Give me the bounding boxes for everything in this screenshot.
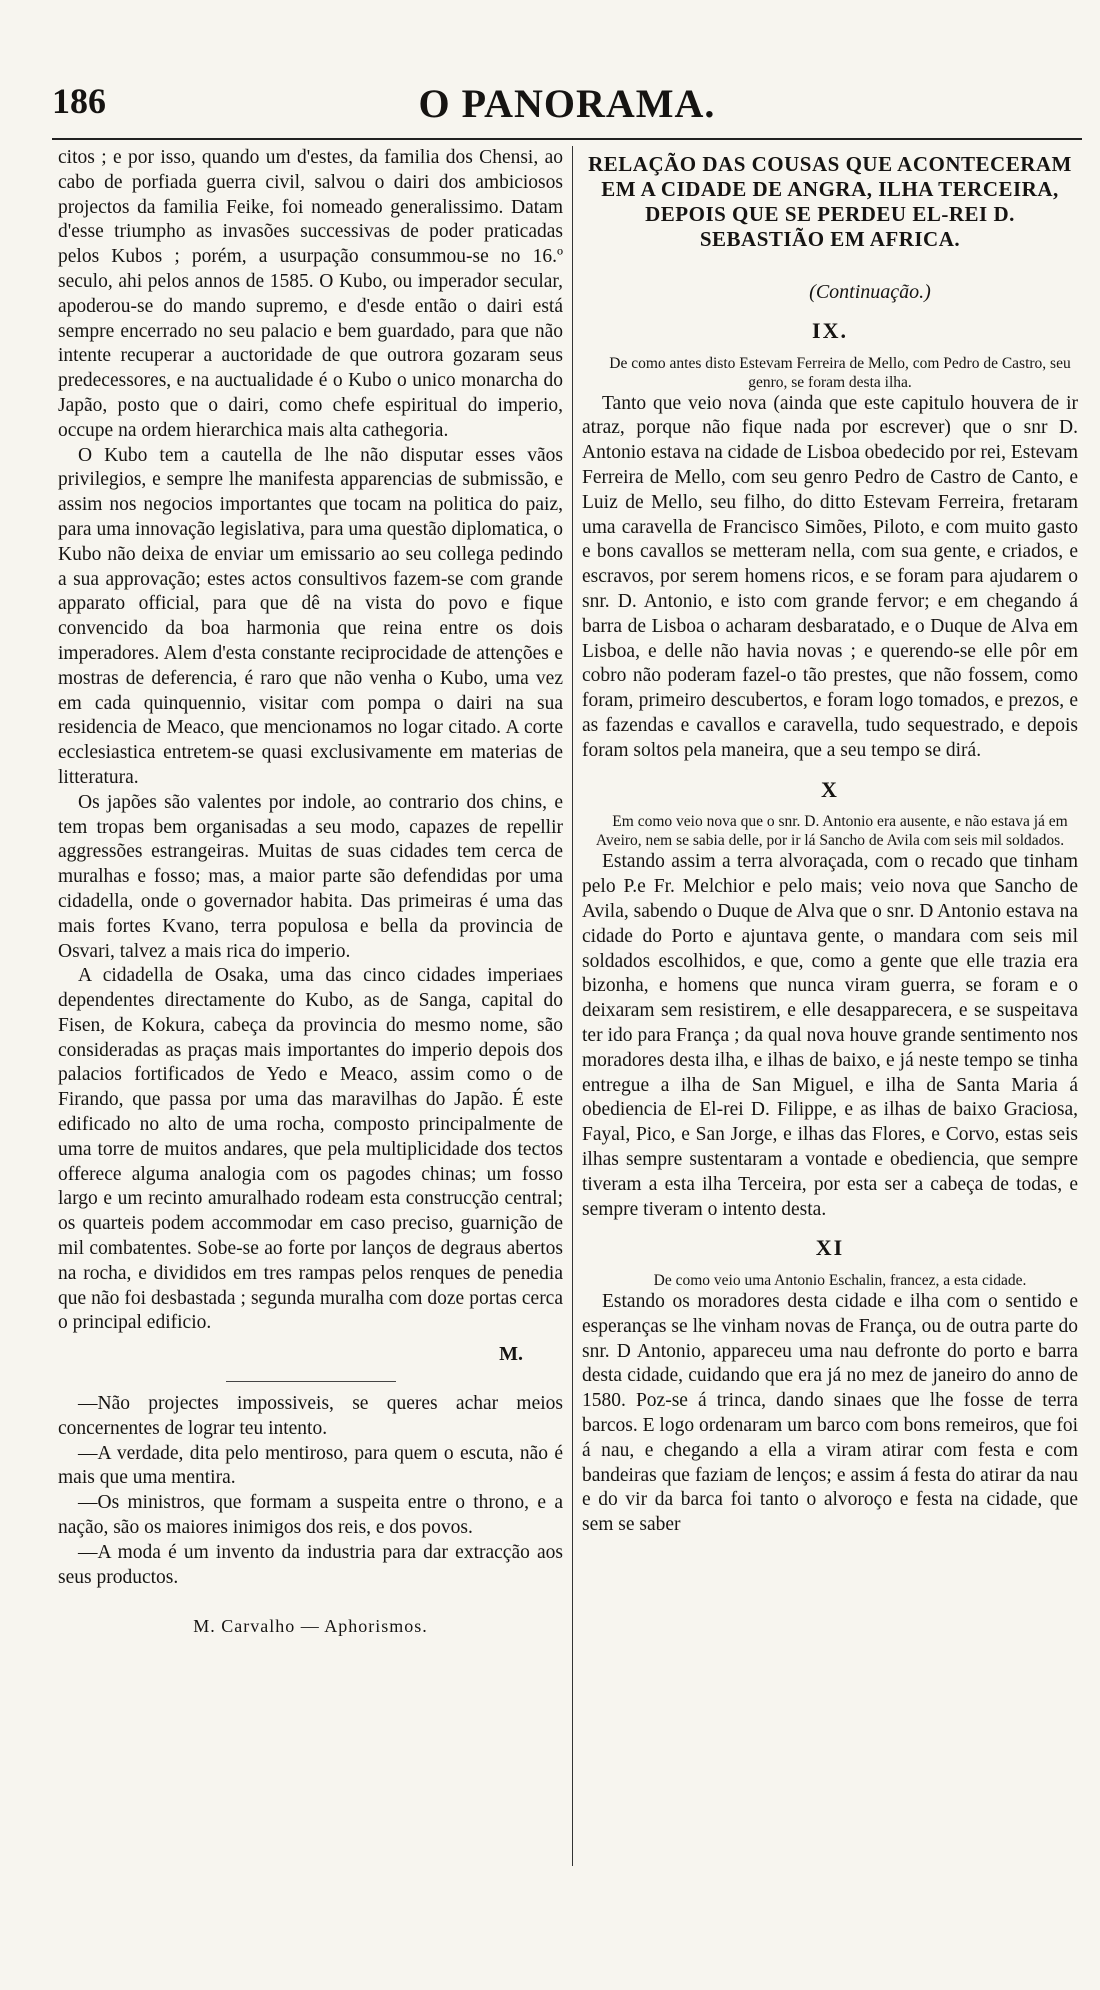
article-title: RELAÇÃO DAS COUSAS QUE ACONTECERAM EM A CIDADE DE ANGRA, ILHA TERCEIRA, DEPOIS QUE SE PERDEU EL-REI D. SEBASTIÃO EM AFRICA.	[588, 152, 1072, 251]
page-number: 186	[52, 81, 106, 121]
chapter-number: IX.	[812, 317, 848, 343]
continuation-note: (Continuação.)	[809, 281, 931, 303]
right-column	[582, 146, 1078, 1538]
aphorism: —A verdade, dita pelo mentiroso, para quem o escuta, não é mais que uma mentira.	[58, 1442, 563, 1489]
journal-title: O PANORAMA.	[418, 81, 716, 126]
chapter-summary: Em como veio nova que o snr. D. Antonio era ausente, e não estava já em Aveiro, nem se sabia delle, por ir lá Sancho de Avila com seis mil soldados.	[595, 813, 1068, 850]
chapter-text: Estando os moradores desta cidade e ilha com o sentido e esperanças se lhe vinham novas de França, ou de outra parte do snr. D Antonio, appareceu uma nau defronte do porto e barra desta cidade, cuidando que era já no mez de janeiro do anno de 1580. Poz-se á trinca, dando sinaes que lhe fosse de terra barcos. E logo ordenaram um barco com bons remeiros, que foi á nau, e chegando a ella a viram atirar com festa e com bandeiras que faziam de lenços; e assim á festa do atirar da nau e do vir da barca foi tanto o alvoroço e festa na cidade, que sem se saber	[582, 1291, 1079, 1536]
section-separator	[226, 1381, 396, 1382]
article-paragraph: O Kubo tem a cautella de lhe não disputar esses vãos privilegios, e sempre lhe manifesta apparencias de submissão, e assim nos negocios importantes que tocam na politica do paiz, para uma innovação legislativa, para uma questão diplomatica, o Kubo não deixa de enviar um emissario ao seu collega pedindo a sua approvação; estes actos consultivos fazem-se com grande apparato official, para que dê na vista do povo e fique convencido da boa harmonia que reina entre os dois imperadores. Alem d'esta constante reciprocidade de attenções e mostras de deferencia, é raro que não venha o Kubo, uma vez em cada quinquennio, visitar com pompa o dairi na sua residencia de Meaco, que mencionamos no logar citado. A corte ecclesiastica entretem-se quasi exclusivamente em materias de litteratura.	[58, 444, 563, 788]
article-paragraph: citos ; e por isso, quando um d'estes, da familia dos Chensi, ao cabo de porfiada guerra civil, salvou o dairi dos ambiciosos projectos da familia Feike, foi nomeado generalissimo. Datam d'esse triumpho as invasões successivas de poder praticadas pelos Kubos ; porém, a usurpação consummou-se no 16.º seculo, ahi pelos annos de 1585. O Kubo, ou imperador secular, apoderou-se do mando supremo, e d'esde então o dairi está sempre encerrado no seu palacio e bem guardado, para que não intente recuperar a auctoridade de que outrora gozaram seus predecessores, e na auctualidade é o Kubo o unico monarcha do Japão, posto que o dairi, como chefe espiritual do imperio, occupe na ordem hierarchica mais alta cathegoria.	[58, 147, 563, 441]
article-signature: M.	[499, 1343, 523, 1366]
chapter-text: Estando assim a terra alvoraçada, com o recado que tinham pelo P.e Fr. Melchior e pelo mais; veio nova que Sancho de Avila, sabendo o Duque de Alva que o snr. D Antonio estava na cidade do Porto e ajuntava gente, o mandara com seis mil soldados escolhidos, e que, como a gente que elle trazia era bizonha, e homens que nunca viram guerra, se foram e o deixaram sem resistirem, e elle desapparecera, e se suspeitava ter ido para França ; da qual nova houve grande sentimento nos moradores desta ilha, e ilhas de baixo, e já neste tempo se tinha entregue a ilha de San Miguel, e ilha de Santa Maria á obediencia de El-rei D. Filippe, e as ilhas de baixo Graciosa, Fayal, Pico, e San Jorge, e ilhas das Flores, e Corvo, estas seis ilhas sempre sustentaram a vontade e obediencia, que sempre tiveram a esta ilha Terceira, por esta ser a cabeça de todas, e sempre tiveram o intento desta.	[582, 851, 1078, 1220]
chapter-number: X	[821, 776, 839, 802]
page-header	[52, 80, 1082, 132]
chapter-summary: De como antes disto Estevam Ferreira de Mello, com Pedro de Castro, seu genro, se foram desta ilha.	[609, 354, 1071, 391]
aphorism: —A moda é um invento da industria para dar extracção aos seus productos.	[58, 1541, 563, 1588]
aphorism: —Os ministros, que formam a suspeita entre o throno, e a nação, são os maiores inimigos dos reis, e dos povos.	[58, 1492, 563, 1539]
aphorisms-signature: M. Carvalho — Aphorismos.	[193, 1616, 428, 1637]
column-divider	[572, 146, 573, 1866]
aphorism: —Não projectes impossiveis, se queres achar meios concernentes de lograr teu intento.	[58, 1393, 563, 1439]
chapter-text: Tanto que veio nova (ainda que este capitulo houvera de ir atraz, porque não fique nada por escrever) que o snr D. Antonio estava na cidade de Lisboa obedecido por rei, Estevam Ferreira de Mello, com seu genro Pedro de Castro de Canto, e Luiz de Mello, seu filho, do ditto Estevam Ferreira, fretaram uma caravella de Francisco Simões, Piloto, e com muito gasto e bons cavallos se metteram nella, com sua gente, e criados, e escravos, por serem homens ricos, e se foram para ajudarem o snr. D. Antonio, e isto com grande fervor; e em chegando á barra de Lisboa o acharam desbaratado, e o Duque de Alva em Lisboa, e delle não havia novas ; e querendo-se elle pôr em cobro não poderam fazel-o tão prestes, que não fossem, como foram, primeiro descubertos, e foram logo tomados, e prezos, e as fazendas e cavallos e caravella, tudo sequestrado, e depois foram soltos pela maneira, que a seu tempo se dirá.	[582, 392, 1078, 761]
article-paragraph: A cidadella de Osaka, uma das cinco cidades imperiaes dependentes directamente do Kubo, as de Sanga, capital do Fisen, de Kokura, cabeça da provincia do mesmo nome, são consideradas as praças mais importantes do imperio depois dos palacios fortificados de Yedo e Meaco, assim como o de Firando, que passa por uma das maravilhas do Japão. É este edificado no alto de uma rocha, composto principalmente de uma torre de muitos andares, que pela multiplicidade dos tectos offerece alguma analogia com os pagodes chinas; um fosso largo e um recinto amuralhado rodeam esta construcção central; os quarteis podem accommodar em caso preciso, guarnição de mil combatentes. Sobe-se ao forte por lanços de degraus abertos na rocha, e divididos em tres rampas pelos renques de penedia que não foi desbastada ; segunda muralha com doze portas cerca o principal edificio.	[58, 965, 563, 1334]
header-rule	[52, 138, 1082, 140]
chapter-number: XI	[815, 1235, 845, 1261]
article-paragraph: Os japões são valentes por indole, ao contrario dos chins, e tem tropas bem organisadas a seu modo, capazes de repellir aggressões estrangeiras. Muitas de suas cidades tem cerca de muralhas e fosso; mas, a maior parte são defendidas por uma cidadella, onde o governador habita. Das primeiras é uma das mais fortes Kvano, terra populosa e bella da provincia de Osvari, talvez a mais rica do imperio.	[58, 791, 563, 962]
left-column	[58, 146, 563, 1639]
chapter-summary: De como veio uma Antonio Eschalin, francez, a esta cidade.	[653, 1272, 1027, 1290]
